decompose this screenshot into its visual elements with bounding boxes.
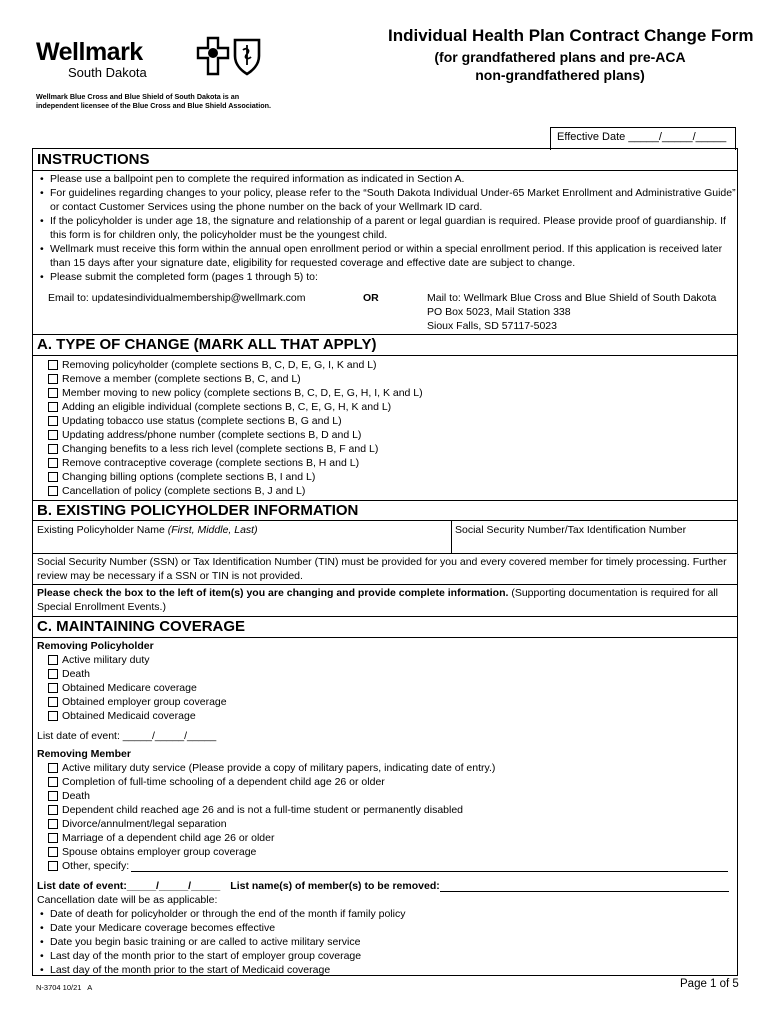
section-a-heading: A. TYPE OF CHANGE (MARK ALL THAT APPLY) (37, 336, 377, 353)
member-reason-other[interactable] (48, 859, 728, 873)
or-label: OR (363, 292, 379, 304)
checkbox[interactable] (48, 791, 58, 801)
section-a-divider (32, 334, 738, 335)
mail-line-1: Mail to: Wellmark Blue Cross and Blue Shield of South Dakota (427, 292, 717, 304)
checkbox[interactable] (48, 777, 58, 787)
change-type-options (48, 358, 728, 498)
wellmark-logo (36, 36, 246, 84)
checkbox[interactable] (48, 655, 58, 665)
instructions-heading: INSTRUCTIONS (37, 151, 150, 168)
ssn-note: Social Security Number (SSN) or Tax Identification Number (TIN) must be provided for you and every covered member for timely processing. Further review may be necessary if a SSN or TIN is not provided. (37, 556, 727, 582)
licensee-line-2: independent licensee of the Blue Cross and Blue Shield Association. (36, 101, 271, 110)
option-label: Member moving to new policy (complete sections B, C, D, E, G, H, I, K and L) (62, 387, 423, 399)
reason-military[interactable] (48, 653, 728, 667)
member-event-row (37, 879, 729, 893)
option-label: Divorce/annulment/legal separation (62, 818, 227, 830)
cancellation-item: • Last day of the month prior to the start of employer group coverage (50, 949, 740, 963)
blue-cross-icon (196, 36, 230, 76)
section-b-heading: B. EXISTING POLICYHOLDER INFORMATION (37, 502, 359, 519)
section-b-note-rule (32, 584, 738, 585)
section-b-heading-rule (32, 520, 738, 521)
option-adding-individual[interactable] (48, 400, 728, 414)
policyholder-name-field[interactable] (37, 523, 447, 553)
checkbox[interactable] (48, 847, 58, 857)
reason-medicaid[interactable] (48, 709, 728, 723)
licensee-line-1: Wellmark Blue Cross and Blue Shield of South Dakota is an (36, 92, 240, 101)
reason-employer-group[interactable] (48, 695, 728, 709)
option-label: Active military duty service (Please provide a copy of military papers, indicating date of entry.) (62, 762, 496, 774)
event-date-field-2[interactable]: List date of event:_____/_____/_____ (37, 880, 221, 892)
option-label: Remove contraceptive coverage (complete sections B, H and L) (62, 457, 360, 469)
option-label: Obtained Medicaid coverage (62, 710, 196, 722)
section-a-heading-rule (32, 355, 738, 356)
instruction-item: • For guidelines regarding changes to your policy, please refer to the “South Dakota Individual Under-65 Market Enrollment and Administrative Guide” or contact Customer Services using the phone number on the back of your Wellmark ID card. (50, 186, 740, 214)
option-label: Death (62, 790, 91, 802)
policyholder-name-hint: (First, Middle, Last) (167, 524, 258, 536)
instruction-item: • Please use a ballpoint pen to complete the required information as indicated in Section A. (50, 172, 740, 186)
member-reason-options (48, 761, 728, 873)
field-separator (451, 520, 452, 553)
option-label: Changing billing options (complete sections B, I and L) (62, 471, 316, 483)
option-billing[interactable] (48, 470, 728, 484)
checkbox[interactable] (48, 486, 58, 496)
logo-wordmark: Wellmark (36, 38, 143, 66)
checkbox[interactable] (48, 360, 58, 370)
member-reason-schooling[interactable] (48, 775, 728, 789)
section-c-divider (32, 616, 738, 617)
policyholder-reason-options (48, 653, 728, 723)
option-label: Active military duty (62, 654, 150, 666)
ssn-tin-field[interactable] (455, 523, 735, 553)
section-c-heading: C. MAINTAINING COVERAGE (37, 618, 246, 635)
check-instructions-bold: Please check the box to the left of item(s) you are changing and provide complete information. (37, 587, 509, 599)
member-reason-marriage[interactable] (48, 831, 728, 845)
licensee-notice (36, 92, 296, 110)
cancellation-item: • Date of death for policyholder or through the end of the month if family policy (50, 907, 740, 921)
checkbox[interactable] (48, 444, 58, 454)
subtitle-line-2: non-grandfathered plans) (475, 67, 645, 83)
member-reason-military[interactable] (48, 761, 728, 775)
option-label: Marriage of a dependent child age 26 or older (62, 832, 275, 844)
form-subtitle (430, 48, 690, 84)
option-label: Cancellation of policy (complete sections B, J and L) (62, 485, 306, 497)
checkbox[interactable] (48, 763, 58, 773)
instruction-item: • Wellmark must receive this form within the annual open enrollment period or within a special enrollment period. If this application is received later than 15 days after your signature date, eligibility for requested coverage and effective date are subject to change. (50, 242, 740, 270)
checkbox[interactable] (48, 374, 58, 384)
option-benefit-level[interactable] (48, 442, 728, 456)
option-remove-member[interactable] (48, 372, 728, 386)
checkbox[interactable] (48, 402, 58, 412)
check-instructions (37, 586, 732, 614)
reason-death[interactable] (48, 667, 728, 681)
effective-date-field[interactable] (550, 127, 736, 150)
checkbox[interactable] (48, 683, 58, 693)
cancellation-item: • Date you begin basic training or are called to active military service (50, 935, 740, 949)
member-reason-spouse-employer[interactable] (48, 845, 728, 859)
option-label: Dependent child reached age 26 and is not a full-time student or permanently disabled (62, 804, 464, 816)
option-label: Adding an eligible individual (complete sections B, C, E, G, H, K and L) (62, 401, 392, 413)
checkbox[interactable] (48, 669, 58, 679)
logo-region: South Dakota (68, 65, 147, 80)
instruction-item: • If the policyholder is under age 18, the signature and relationship of a parent or legal guardian is required. Please provide proof of guardianship. If this form is for children only, the policyholder must be the youngest child. (50, 214, 740, 242)
option-member-moving[interactable] (48, 386, 728, 400)
checkbox[interactable] (48, 472, 58, 482)
section-b-divider (32, 500, 738, 501)
option-label: Remove a member (complete sections B, C, and L) (62, 373, 301, 385)
mail-address (427, 291, 716, 333)
member-reason-divorce[interactable] (48, 817, 728, 831)
section-c-heading-rule (32, 637, 738, 638)
form-code: N-3704 10/21 A (36, 983, 93, 992)
checkbox[interactable] (48, 805, 58, 815)
mail-line-2: PO Box 5023, Mail Station 338 (427, 306, 571, 318)
instruction-item: • Please submit the completed form (pages 1 through 5) to: (50, 270, 740, 284)
blue-shield-icon (232, 36, 262, 76)
cancellation-list (38, 907, 740, 977)
names-removed-label: List name(s) of member(s) to be removed: (230, 880, 440, 892)
checkbox[interactable] (48, 416, 58, 426)
option-tobacco-status[interactable] (48, 414, 728, 428)
option-label: Obtained employer group coverage (62, 696, 227, 708)
member-reason-age-26[interactable] (48, 803, 728, 817)
instructions-divider (32, 170, 738, 171)
checkbox[interactable] (48, 458, 58, 468)
checkbox[interactable] (48, 833, 58, 843)
form-title: Individual Health Plan Contract Change Form (388, 26, 754, 45)
option-label: Updating tobacco use status (complete sections B, G and L) (62, 415, 342, 427)
email-address: Email to: updatesindividualmembership@wellmark.com (48, 292, 306, 304)
option-label: Removing policyholder (complete sections B, C, D, E, G, I, K and L) (62, 359, 377, 371)
other-specify-line[interactable] (131, 860, 728, 872)
checkbox[interactable] (48, 388, 58, 398)
ssn-tin-label: Social Security Number/Tax Identification Number (455, 524, 687, 536)
option-label: Updating address/phone number (complete sections B, D and L) (62, 429, 362, 441)
cancellation-label: Cancellation date will be as applicable: (37, 894, 218, 906)
option-label: Spouse obtains employer group coverage (62, 846, 257, 858)
section-b-row-rule (32, 553, 738, 554)
effective-date-label: Effective Date _____/_____/_____ (557, 131, 727, 143)
checkbox[interactable] (48, 819, 58, 829)
instructions-list (38, 172, 740, 284)
subtitle-line-1: (for grandfathered plans and pre-ACA (434, 49, 686, 65)
member-reason-death[interactable] (48, 789, 728, 803)
reason-medicare[interactable] (48, 681, 728, 695)
check-instructions-rest: (Supporting documentation is required for all Special Enrollment Events.) (37, 587, 718, 613)
option-contraceptive[interactable] (48, 456, 728, 470)
checkbox[interactable] (48, 430, 58, 440)
option-label: Other, specify: (62, 860, 130, 872)
policyholder-name-label: Existing Policyholder Name (37, 524, 165, 536)
option-label: Changing benefits to a less rich level (complete sections B, F and L) (62, 443, 379, 455)
checkbox[interactable] (48, 711, 58, 721)
option-label: Completion of full-time schooling of a dependent child age 26 or older (62, 776, 385, 788)
page-number: Page 1 of 5 (680, 978, 739, 990)
mail-line-3: Sioux Falls, SD 57117-5023 (427, 320, 557, 332)
event-date-field-1[interactable]: List date of event: _____/_____/_____ (37, 730, 217, 742)
cancellation-item: • Date your Medicare coverage becomes effective (50, 921, 740, 935)
cancellation-item: • Last day of the month prior to the start of Medicaid coverage (50, 963, 740, 977)
names-removed-line[interactable] (440, 879, 729, 892)
removing-member-label: Removing Member (37, 748, 131, 760)
option-label: Death (62, 668, 91, 680)
checkbox[interactable] (48, 697, 58, 707)
option-removing-policyholder[interactable] (48, 358, 728, 372)
option-label: Obtained Medicare coverage (62, 682, 197, 694)
option-address-phone[interactable] (48, 428, 728, 442)
checkbox[interactable] (48, 861, 58, 871)
option-cancellation[interactable] (48, 484, 728, 498)
removing-policyholder-label: Removing Policyholder (37, 640, 154, 652)
